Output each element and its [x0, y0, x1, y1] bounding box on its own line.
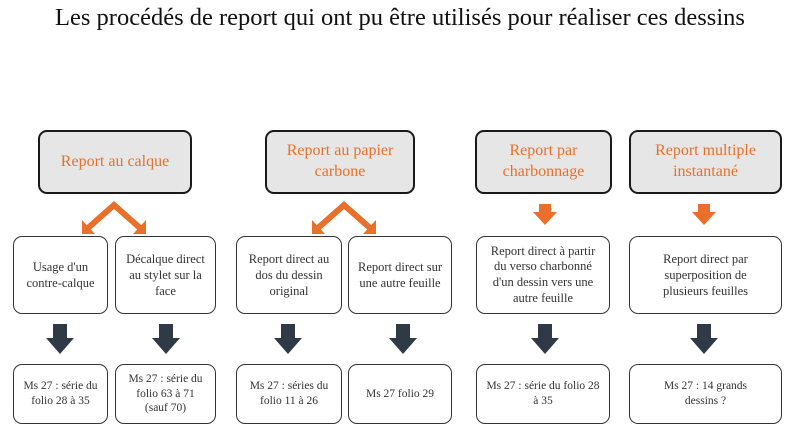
step-label: Report direct à partir du verso charbonné d'un dessin vers une autre feuille	[490, 243, 596, 305]
result-label: Ms 27 : séries du folio 11 à 26	[249, 380, 329, 407]
result-arrow-5	[531, 324, 559, 354]
split-arrow-calque	[82, 205, 146, 234]
result-label: Ms 27 : 14 grands dessins ?	[663, 380, 748, 407]
result-arrow-4	[389, 324, 417, 354]
step-label: Usage d'un contre-calque	[26, 259, 95, 290]
step-label: Décalque direct au stylet sur la face	[126, 251, 205, 299]
result-label: Ms 27 folio 29	[365, 387, 435, 400]
step-label: Report direct sur une autre feuille	[357, 259, 442, 290]
step-label: Report direct par superposition de plusieurs feuilles	[662, 251, 749, 299]
method-label: Report au calque	[60, 152, 170, 170]
method-label: Report au papier carbone	[286, 142, 394, 180]
split-arrow-carbone	[312, 205, 376, 234]
result-label: Ms 27 : série du folio 63 à 71 (sauf 70)	[128, 372, 203, 415]
result-label: Ms 27 : série du folio 28 à 35	[23, 380, 98, 407]
page-title: Les procédés de report qui ont pu être utilisés pour réaliser ces dessins	[55, 4, 745, 31]
method-label: Report multiple instantané	[655, 142, 756, 180]
result-label: Ms 27 : série du folio 28 à 35	[486, 380, 600, 407]
result-arrow-3	[274, 324, 302, 354]
down-arrow-multiple	[692, 204, 716, 225]
method-label: Report par charbonnage	[502, 142, 585, 180]
result-arrow-6	[690, 324, 718, 354]
step-label: Report direct au dos du dessin original	[248, 251, 330, 299]
down-arrow-charbonnage	[533, 204, 557, 225]
result-arrow-2	[152, 324, 180, 354]
result-arrow-1	[46, 324, 74, 354]
